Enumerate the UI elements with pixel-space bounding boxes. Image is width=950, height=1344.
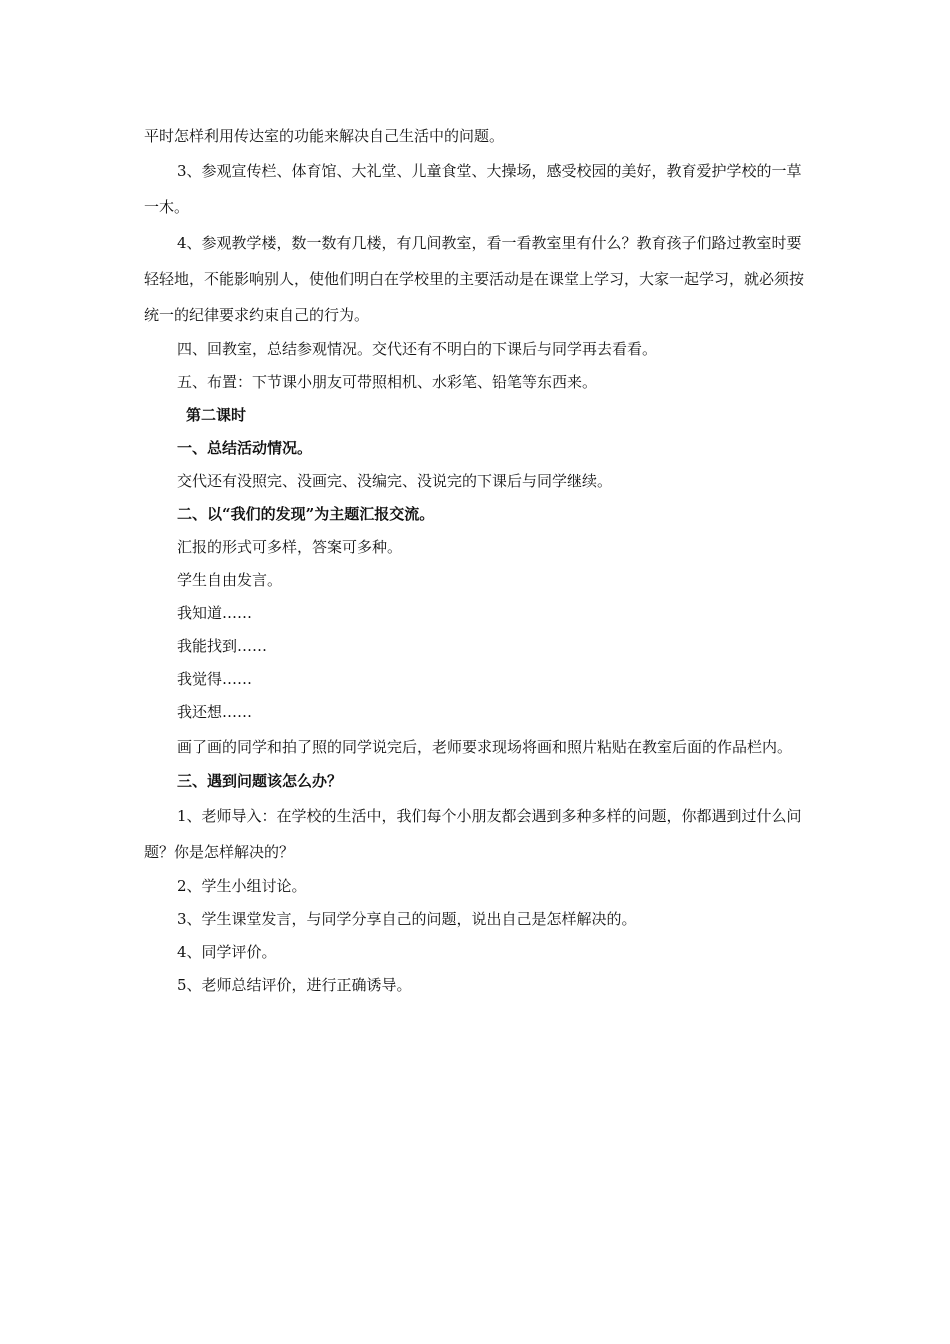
paragraph-report-form: 汇报的形式可多样，答案可多种。 — [177, 538, 403, 556]
document-page — [144, 120, 810, 1002]
paragraph-free-speech: 学生自由发言。 — [177, 571, 283, 589]
paragraph-item-3: 3、参观宣传栏、体育馆、大礼堂、儿童食堂、大操场，感受校园的美好，教育爱护学校的一草一木。 — [144, 162, 802, 216]
section-heading-three: 三、遇到问题该怎么办？ — [177, 772, 343, 790]
paragraph-artwork: 画了画的同学和拍了照的同学说完后，老师要求现场将画和照片粘贴在教室后面的作品栏内。 — [177, 738, 793, 756]
section-heading-two: 二、以“我们的发现”为主题汇报交流。 — [177, 505, 435, 523]
paragraph-section-four: 四、回教室，总结参观情况。交代还有不明白的下课后与同学再去看看。 — [177, 340, 658, 358]
paragraph-i-think: 我觉得…… — [177, 670, 253, 688]
paragraph-group-discussion: 2、学生小组讨论。 — [177, 877, 307, 895]
paragraph-teacher-intro: 1、老师导入：在学校的生活中，我们每个小朋友都会遇到多种多样的问题，你都遇到过什么问题？你是怎样解决的？ — [144, 807, 802, 861]
paragraph-summary: 交代还有没照完、没画完、没编完、没说完的下课后与同学继续。 — [177, 472, 613, 490]
paragraph-i-want: 我还想…… — [177, 703, 253, 721]
paragraph-continuation: 平时怎样利用传达室的功能来解决自己生活中的问题。 — [144, 127, 505, 145]
lesson-heading: 第二课时 — [186, 406, 247, 424]
paragraph-peer-review: 4、同学评价。 — [177, 943, 277, 961]
paragraph-section-five: 五、布置：下节课小朋友可带照相机、水彩笔、铅笔等东西来。 — [177, 373, 598, 391]
paragraph-i-know: 我知道…… — [177, 604, 253, 622]
paragraph-teacher-summary: 5、老师总结评价，进行正确诱导。 — [177, 976, 412, 994]
paragraph-i-can-find: 我能找到…… — [177, 637, 268, 655]
section-heading-one: 一、总结活动情况。 — [177, 439, 313, 457]
paragraph-item-4: 4、参观教学楼，数一数有几楼，有几间教室，看一看教室里有什么？教育孩子们路过教室时要轻轻地，不能影响别人，使他们明白在学校里的主要活动是在课堂上学习，大家一起学习，就必须按统一的纪律要求约束自己的行为。 — [144, 234, 805, 324]
paragraph-class-speech: 3、学生课堂发言，与同学分享自己的问题，说出自己是怎样解决的。 — [177, 910, 637, 928]
